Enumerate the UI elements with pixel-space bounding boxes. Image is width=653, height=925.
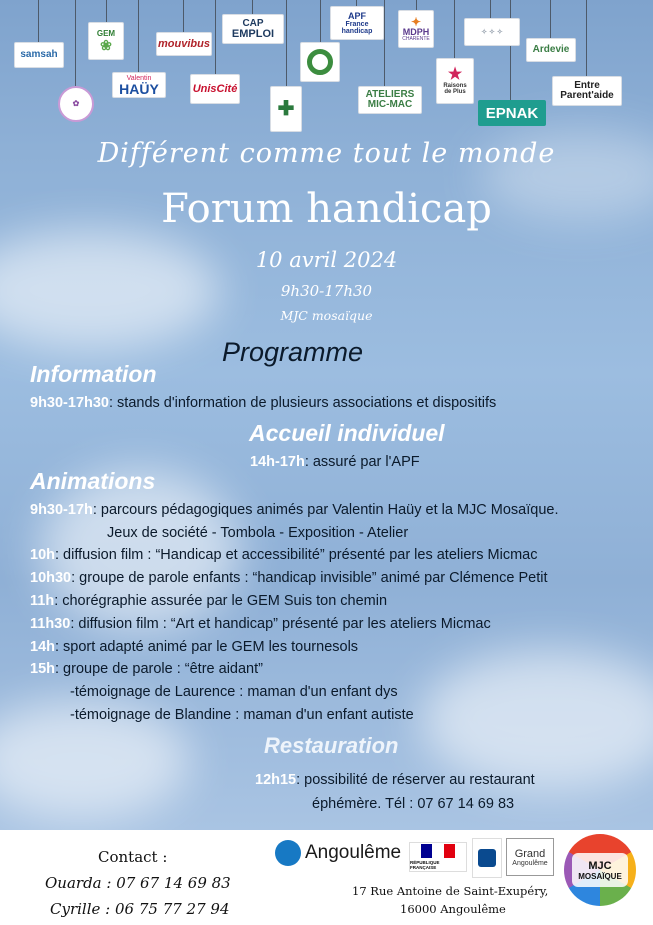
animation-item: -témoignage de Blandine : maman d'un enfant autiste <box>70 707 414 723</box>
animation-item: 9h30-17h: parcours pédagogiques animés par Valentin Haüy et la MJC Mosaïque. <box>30 502 559 518</box>
raisons-de-plus-logo: ★ Raisons de Plus <box>436 58 474 104</box>
gem-logo: GEM ❀ <box>88 22 124 60</box>
caf-logo <box>472 838 502 878</box>
footer <box>0 830 653 925</box>
ateliers-micmac-logo: ATELIERS MIC-MAC <box>358 86 422 114</box>
restauration-line-2: éphémère. Tél : 07 67 14 69 83 <box>312 796 515 812</box>
contact-cyrille: Cyrille : 06 75 77 27 94 <box>50 900 230 918</box>
animation-item: -témoignage de Laurence : maman d'un enfant dys <box>70 684 398 700</box>
cross-logo: ✚ <box>270 86 302 132</box>
animation-item: 11h: chorégraphie assurée par le GEM Suis ton chemin <box>30 593 388 609</box>
restauration-heading: Restauration <box>264 733 399 758</box>
faded-logo: ✧ ✧ ✧ <box>464 18 520 46</box>
green-circle-logo <box>300 42 340 82</box>
animation-item: Jeux de société - Tombola - Exposition - Atelier <box>107 525 409 541</box>
animations-heading: Animations <box>30 468 156 494</box>
mjc-mosaique-logo: MJC MOSAÏQUE <box>564 834 636 906</box>
address-line-1: 17 Rue Antoine de Saint-Exupéry, <box>352 884 549 898</box>
event-venue: MJC mosaïque <box>280 308 373 323</box>
grand-angouleme-logo: Grand Angoulême <box>506 838 554 876</box>
contact-label: Contact : <box>98 848 168 866</box>
animation-item: 14h: sport adapté animé par le GEM les tournesols <box>30 639 359 655</box>
apf-france-handicap-logo: APF France handicap <box>330 6 384 40</box>
address-line-2: 16000 Angoulême <box>400 902 506 916</box>
accueil-heading: Accueil individuel <box>249 420 445 446</box>
uniscite-logo: UnisCité <box>190 74 240 104</box>
ardevie-logo: Ardevie <box>526 38 576 62</box>
valentin-hauy-logo: Valentin HAÜY <box>112 72 166 98</box>
epnak-logo: EPNAK <box>478 100 546 126</box>
angouleme-swirl-icon <box>275 840 301 866</box>
mouvibus-logo: mouvibus <box>156 32 212 56</box>
accueil-line: 14h-17h: assuré par l'APF <box>250 454 420 470</box>
restauration-line-1: 12h15: possibilité de réserver au restaurant <box>255 772 535 788</box>
event-date: 10 avril 2024 <box>255 248 398 272</box>
tagline: Différent comme tout le monde <box>97 138 556 169</box>
event-hours: 9h30-17h30 <box>280 282 373 300</box>
samsah-logo: samsah <box>14 42 64 68</box>
republique-francaise-logo: RÉPUBLIQUE FRANÇAISE <box>409 842 467 872</box>
animation-item: 15h: groupe de parole : “être aidant” <box>30 661 263 677</box>
information-line: 9h30-17h30: stands d'information de plusieurs associations et dispositifs <box>30 395 497 411</box>
programme-title: Programme <box>222 337 364 367</box>
angouleme-logo: Angoulême <box>275 840 401 866</box>
forum-title: Forum handicap <box>161 186 492 232</box>
gem-circle-logo: ✿ <box>58 86 94 122</box>
information-heading: Information <box>30 361 157 387</box>
animation-item: 11h30: diffusion film : “Art et handicap” présenté par les ateliers Micmac <box>30 616 491 632</box>
contact-ouarda: Ouarda : 07 67 14 69 83 <box>45 874 231 892</box>
mdph-logo: ✦ MDPH CHARENTE <box>398 10 434 48</box>
animation-item: 10h30: groupe de parole enfants : “handicap invisible” animé par Clémence Petit <box>30 570 548 586</box>
cap-emploi-logo: CAP EMPLOI <box>222 14 284 44</box>
entre-parentaide-logo: Entre Parent'aide <box>552 76 622 106</box>
animation-item: 10h: diffusion film : “Handicap et accessibilité” présenté par les ateliers Micmac <box>30 547 538 563</box>
